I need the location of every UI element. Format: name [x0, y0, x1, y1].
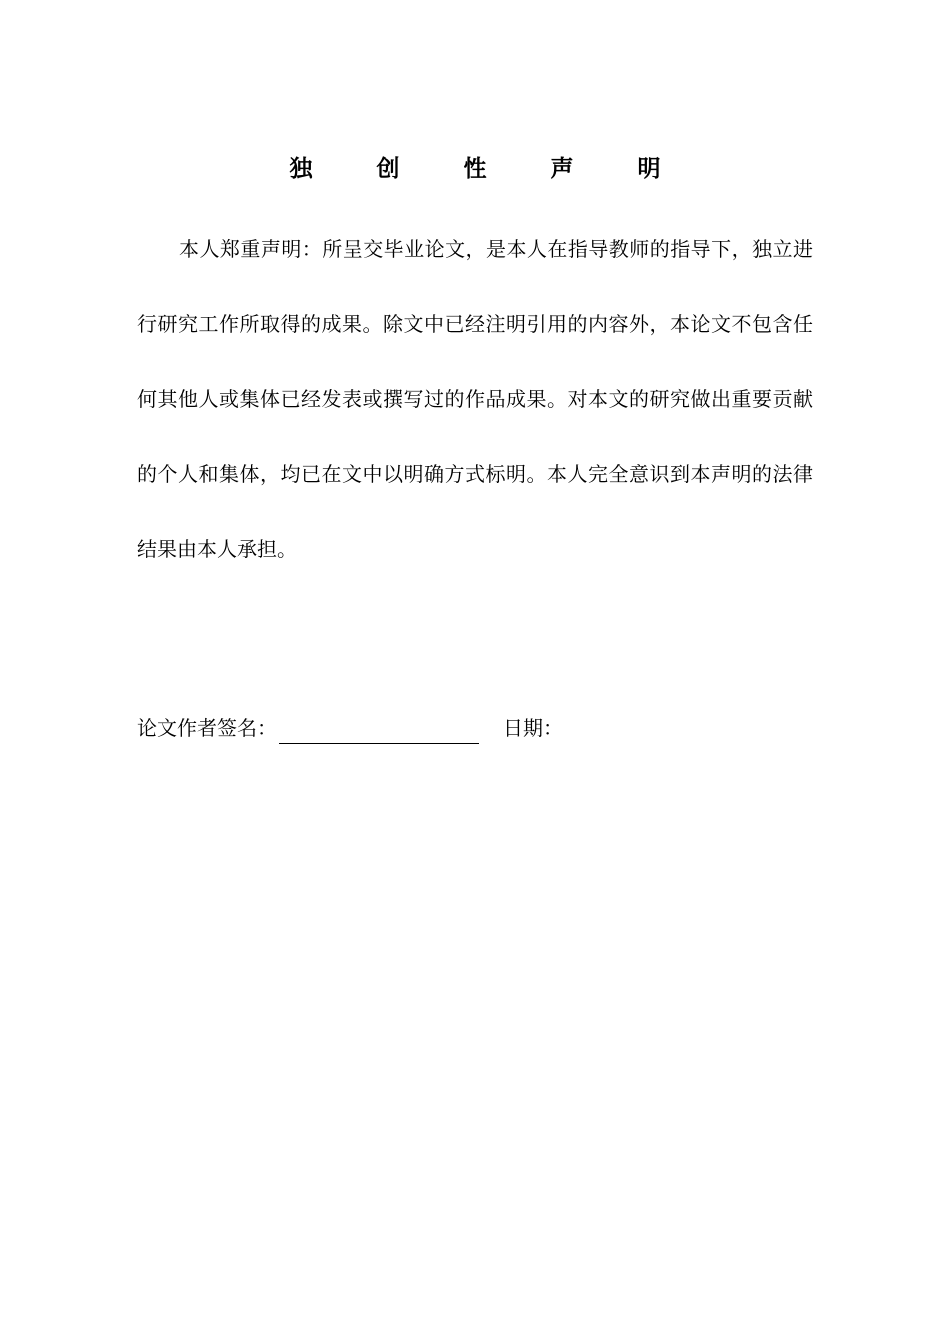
signature-row [137, 712, 813, 744]
signature-blank-line [279, 719, 479, 744]
signature-label: 论文作者签名： [137, 716, 277, 740]
declaration-title: 独 创 性 声 明 [289, 155, 689, 182]
declaration-body: 本人郑重声明：所呈交毕业论文，是本人在指导教师的指导下，独立进行研究工作所取得的成果。除文中已经注明引用的内容外，本论文不包含任何其他人或集体已经发表或撰写过的作品成果。对本文的研究做出重要贡献的个人和集体，均已在文中以明确方式标明。本人完全意识到本声明的法律结果由本人承担。 [137, 237, 813, 561]
date-label: 日期： [503, 716, 563, 740]
